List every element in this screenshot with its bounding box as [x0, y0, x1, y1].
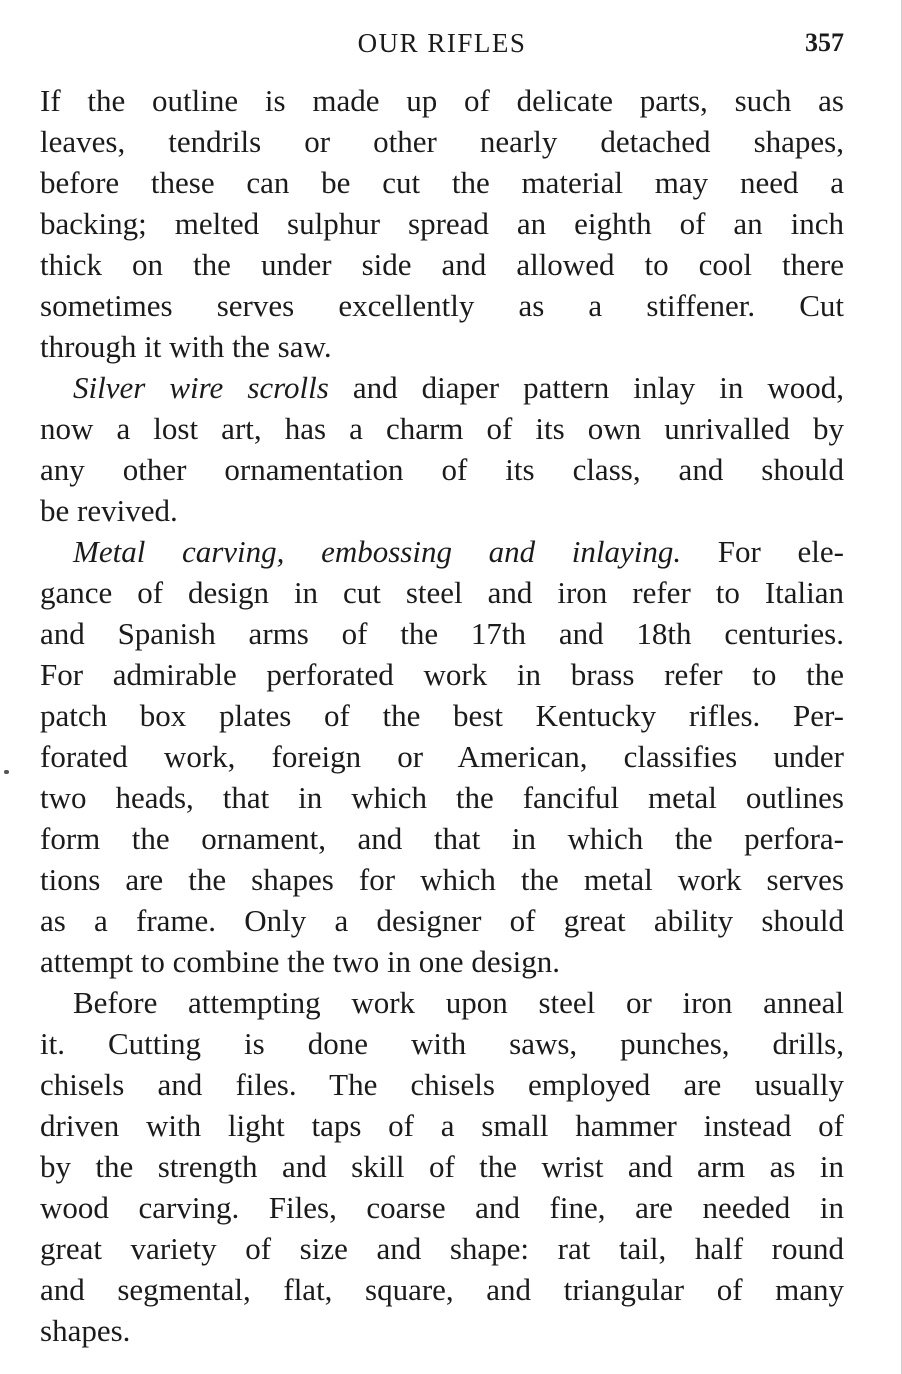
text-run: and diaper pattern inlay in wood,	[328, 370, 844, 405]
text-line: and segmental, flat, square, and triangular of many	[40, 1272, 844, 1307]
text-line: sometimes serves excellently as a stiffener. Cut	[40, 288, 844, 323]
text-line	[40, 531, 844, 572]
running-head: OUR RIFLES	[357, 28, 527, 58]
text-line: be revived.	[40, 493, 178, 528]
paragraph	[40, 367, 844, 531]
text-line: form the ornament, and that in which the perfora-	[40, 821, 844, 856]
text-line: For admirable perforated work in brass refer to the	[40, 657, 844, 692]
page-number: 357	[805, 28, 844, 57]
paragraph	[40, 80, 844, 367]
paragraph	[40, 982, 844, 1351]
text-line: as a frame. Only a designer of great ability should	[40, 903, 844, 938]
text-line: before these can be cut the material may need a	[40, 165, 844, 200]
text-line: and Spanish arms of the 17th and 18th centuries.	[40, 616, 844, 651]
text-run: For ele-	[681, 534, 844, 569]
text-line: chisels and files. The chisels employed are usually	[40, 1067, 844, 1102]
text-line: driven with light taps of a small hammer instead of	[40, 1108, 844, 1143]
text-line	[40, 367, 844, 408]
text-line: gance of design in cut steel and iron refer to Italian	[40, 575, 844, 610]
text-line: forated work, foreign or American, classifies under	[40, 739, 844, 774]
text-line: leaves, tendrils or other nearly detached shapes,	[40, 124, 844, 159]
text-line: any other ornamentation of its class, and should	[40, 452, 844, 487]
body-text	[40, 80, 844, 1351]
text-line: great variety of size and shape: rat tail, half round	[40, 1231, 844, 1266]
text-line: backing; melted sulphur spread an eighth of an inch	[40, 206, 844, 241]
text-line: by the strength and skill of the wrist and arm as in	[40, 1149, 844, 1184]
text-line: If the outline is made up of delicate parts, such as	[40, 83, 844, 118]
text-line: through it with the saw.	[40, 329, 332, 364]
text-line: thick on the under side and allowed to cool there	[40, 247, 844, 282]
italic-phrase: Silver wire scrolls	[73, 370, 329, 405]
text-line: patch box plates of the best Kentucky rifles. Per-	[40, 698, 844, 733]
text-line: tions are the shapes for which the metal work serves	[40, 862, 844, 897]
text-line: now a lost art, has a charm of its own unrivalled by	[40, 411, 844, 446]
text-line: Before attempting work upon steel or iron anneal	[73, 985, 844, 1020]
paragraph	[40, 531, 844, 982]
margin-speck	[4, 770, 9, 774]
italic-phrase: Metal carving, embossing and inlaying.	[73, 534, 682, 569]
text-line: it. Cutting is done with saws, punches, drills,	[40, 1026, 844, 1061]
text-line: attempt to combine the two in one design.	[40, 944, 561, 979]
text-line: two heads, that in which the fanciful metal outlines	[40, 780, 844, 815]
text-line: shapes.	[40, 1313, 131, 1348]
text-line: wood carving. Files, coarse and fine, are needed in	[40, 1190, 844, 1225]
page-header	[40, 26, 844, 60]
